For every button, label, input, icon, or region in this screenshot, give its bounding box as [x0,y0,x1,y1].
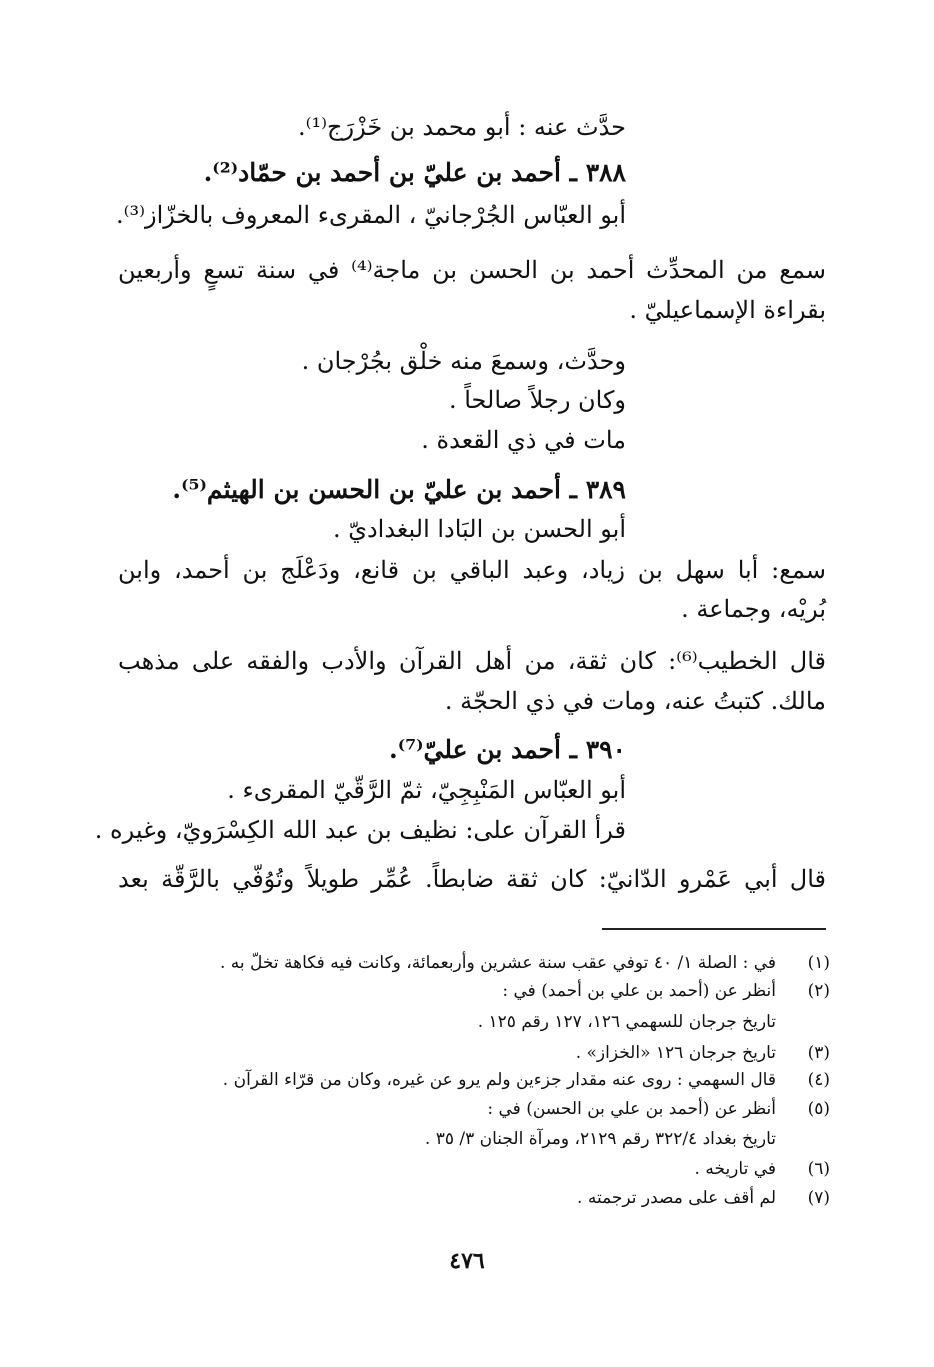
footnote-text: في : الصلة ١/ ٤٠ توفي عقب سنة عشرين وأربعمائة، وكانت فيه فكاهة تخلّ به . [219,953,776,973]
footnote-number: (٣) [807,1043,830,1063]
text-line-khatib-389: قال الخطيب⁽⁶⁾: كان ثقة، من أهل القرآن والأدب والفقه على مذهب [118,647,827,675]
footnote-number: (٢) [807,981,830,1001]
footnote-text: أنظر عن (أحمد بن علي بن الحسن) في : [487,1099,776,1119]
text-line-kunya-388: أبو العبّاس الجُرْجانيّ ، المقرىء المعروف بالخزّاز⁽³⁾. [115,201,626,229]
entry-heading-390: ٣٩٠ ـ أحمد بن عليّ⁽⁷⁾. [389,735,626,764]
footnote-number: (٧) [807,1188,830,1208]
footnote-number: (٦) [807,1159,830,1179]
text-line-kunya-390: أبو العبّاس المَنْبِجِيّ، ثمّ الرَّقّيّ المقرىء . [227,776,626,804]
text-line-narrator: حدَّث عنه : أبو محمد بن خَزْرَج⁽¹⁾. [297,113,626,141]
footnote-text: أنظر عن (أحمد بن علي بن أحمد) في : [502,981,776,1001]
text-line-sami-389: سمع: أبا سهل بن زياد، وعبد الباقي بن قانع، ودَعْلَج بن أحمد، وابن [118,556,826,584]
footnote-text: قال السهمي : روى عنه مقدار جزءين ولم يرو عن غيره، وكان من قرّاء القرآن . [222,1070,776,1090]
footnote-number: (١) [807,953,830,973]
entry-heading-388: ٣٨٨ ـ أحمد بن عليّ بن أحمد بن حمّاد⁽²⁾. [203,158,626,187]
footnote-text: تاريخ جرجان للسهمي ١٢٦، ١٢٧ رقم ١٢٥ . [477,1012,776,1032]
entry-heading-389: ٣٨٩ ـ أحمد بن عليّ بن الحسن بن الهيثم⁽⁵⁾. [172,475,626,504]
text-line-sami-388: سمع من المحدِّث أحمد بن الحسن بن ماجة⁽⁴⁾ في سنة تسعٍ وأربعين [118,256,826,284]
text-line-dani-390: قال أبي عَمْرو الدّانيّ: كان ثقة ضابطاً. عُمِّر طويلاً وتُوُفّي بالرَّقّة بعد [118,865,826,893]
footnote-text: تاريخ بغداد ٣٢٢/٤ رقم ٢١٢٩، ومرآة الجنان ٣/ ٣٥ . [424,1129,776,1149]
footnote-number: (٤) [807,1070,830,1090]
footnote-text: في تاريخه . [694,1159,776,1179]
text-line-qiraa-388: بقراءة الإسماعيليّ . [629,296,826,324]
page-number: ٤٧٦ [449,1248,485,1274]
text-line-haddath-388: وحدَّث، وسمعَ منه خلْق بجُرْجان . [301,347,626,375]
text-line-qaraa-390: قرأ القرآن على: نظيف بن عبد الله الكِسْرَويّ، وغيره . [94,816,626,844]
text-line-salih-388: وكان رجلاً صالحاً . [448,386,626,414]
footnote-text: لم أقف على مصدر ترجمته . [577,1188,776,1208]
text-line-death-388: مات في ذي القعدة . [421,426,626,454]
footnote-text: تاريخ جرجان ١٢٦ «الخزاز» . [575,1043,776,1063]
text-line-malik-389: مالك. كتبتُ عنه، ومات في ذي الحجّة . [444,687,826,715]
text-line-jamaa-389: بُريْه، وجماعة . [681,595,826,623]
footnote-separator [602,928,826,930]
footnote-number: (٥) [807,1099,830,1119]
text-line-kunya-389: أبو الحسن بن البَادا البغداديّ . [332,515,626,543]
